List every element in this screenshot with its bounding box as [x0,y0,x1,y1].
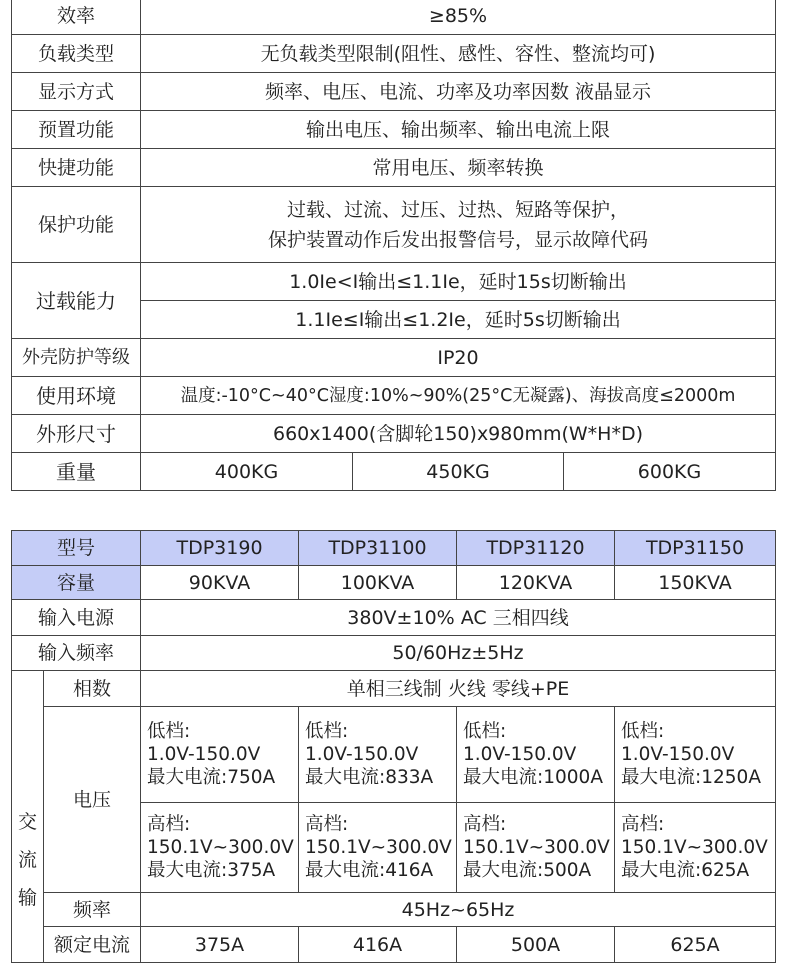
low-range-cell [457,707,615,803]
model-name: TDP31150 [615,531,776,566]
model-name: TDP3190 [141,531,299,566]
rated-current-value: 500A [457,927,615,963]
table-row [12,339,776,377]
row-value: ≥85% [141,0,776,35]
range-line: 150.1V~300.0V [621,837,768,858]
table-row [12,415,776,453]
table-row [12,636,776,671]
value-line: 过载、过流、过压、过热、短路等保护， [286,198,629,221]
range-line: 最大电流:750A [147,767,276,788]
row-value: 输出电压、输出频率、输出电流上限 [141,111,776,149]
range-line: 最大电流:375A [147,860,276,881]
weight-value: 600KG [564,453,776,491]
low-range-cell [299,707,457,803]
capacity-value: 100KVA [299,566,457,600]
rated-current-label: 额定电流 [44,927,141,963]
capacity-value: 150KVA [615,566,776,600]
row-label: 效率 [12,0,141,35]
input-power-label: 输入电源 [12,600,141,636]
model-label: 型号 [12,531,141,566]
row-value: 1.1Ie≤I输出≤1.2Ie，延时5s切断输出 [141,301,776,339]
row-label: 快捷功能 [12,149,141,187]
table-row [12,671,776,707]
table-row [12,377,776,415]
row-value: 无负载类型限制(阻性、感性、容性、整流均可) [141,35,776,73]
table-row [12,707,776,803]
range-line: 低档: [463,721,507,742]
rated-current-value: 625A [615,927,776,963]
low-range-cell [615,707,776,803]
range-line: 最大电流:833A [305,767,434,788]
row-value: IP20 [141,339,776,377]
row-value: 660x1400(含脚轮150)x980mm(W*H*D) [141,415,776,453]
table-row [12,35,776,73]
range-line: 高档: [463,814,507,835]
row-value: 温度:-10°C~40°C湿度:10%~90%(25°C无凝露)、海拔高度≤2000m [141,377,776,415]
vertical-char: 输 [17,887,37,909]
row-label: 外形尺寸 [12,415,141,453]
weight-value: 450KG [353,453,564,491]
input-freq-label: 输入频率 [12,636,141,671]
table-row [12,149,776,187]
range-line: 高档: [305,814,349,835]
freq-value: 45Hz~65Hz [141,893,776,927]
row-value [141,187,776,263]
high-range-cell [457,803,615,893]
phase-label: 相数 [44,671,141,707]
low-range-cell [141,707,299,803]
input-freq-value: 50/60Hz±5Hz [141,636,776,671]
table-row [12,566,776,600]
range-line: 1.0V-150.0V [621,744,735,765]
voltage-label: 电压 [44,707,141,893]
row-label: 预置功能 [12,111,141,149]
range-line: 最大电流:416A [305,860,434,881]
row-label: 保护功能 [12,187,141,263]
row-value: 常用电压、频率转换 [141,149,776,187]
row-label: 显示方式 [12,73,141,111]
high-range-cell [615,803,776,893]
capacity-label: 容量 [12,566,141,600]
high-range-cell [299,803,457,893]
spec-table [11,0,776,491]
table-row [12,893,776,927]
range-line: 150.1V~300.0V [147,837,294,858]
table-row [12,600,776,636]
range-line: 低档: [621,721,665,742]
vertical-char: 流 [17,849,37,871]
table-row [12,0,776,35]
range-line: 1.0V-150.0V [463,744,577,765]
table-row [12,927,776,963]
range-line: 高档: [621,814,665,835]
range-line: 最大电流:1250A [621,767,761,788]
range-line: 低档: [147,721,191,742]
phase-value: 单相三线制 火线 零线+PE [141,671,776,707]
row-label: 重量 [12,453,141,491]
range-line: 低档: [305,721,349,742]
table-row [12,453,776,491]
table-row [12,73,776,111]
range-line: 最大电流:500A [463,860,592,881]
range-line: 1.0V-150.0V [147,744,261,765]
range-line: 150.1V~300.0V [305,837,452,858]
model-table [11,530,776,963]
range-line: 150.1V~300.0V [463,837,610,858]
weight-value: 400KG [141,453,353,491]
model-name: TDP31100 [299,531,457,566]
row-label: 负载类型 [12,35,141,73]
input-power-value: 380V±10% AC 三相四线 [141,600,776,636]
row-value: 1.0Ie<I输出≤1.1Ie，延时15s切断输出 [141,263,776,301]
row-label: 过载能力 [12,263,141,339]
table-row [12,531,776,566]
model-name: TDP31120 [457,531,615,566]
row-label: 使用环境 [12,377,141,415]
rated-current-value: 416A [299,927,457,963]
table-row [12,263,776,301]
table-row [12,187,776,263]
range-line: 高档: [147,814,191,835]
table-row [12,111,776,149]
range-line: 1.0V-150.0V [305,744,419,765]
row-value: 频率、电压、电流、功率及功率因数 液晶显示 [141,73,776,111]
value-line: 保护装置动作后发出报警信号，显示故障代码 [267,228,648,251]
rated-current-value: 375A [141,927,299,963]
freq-label: 频率 [44,893,141,927]
range-line: 最大电流:1000A [463,767,603,788]
high-range-cell [141,803,299,893]
ac-output-group-label [12,671,44,963]
row-label: 外壳防护等级 [12,339,141,377]
capacity-value: 120KVA [457,566,615,600]
vertical-char: 交 [17,811,37,833]
range-line: 最大电流:625A [621,860,750,881]
capacity-value: 90KVA [141,566,299,600]
